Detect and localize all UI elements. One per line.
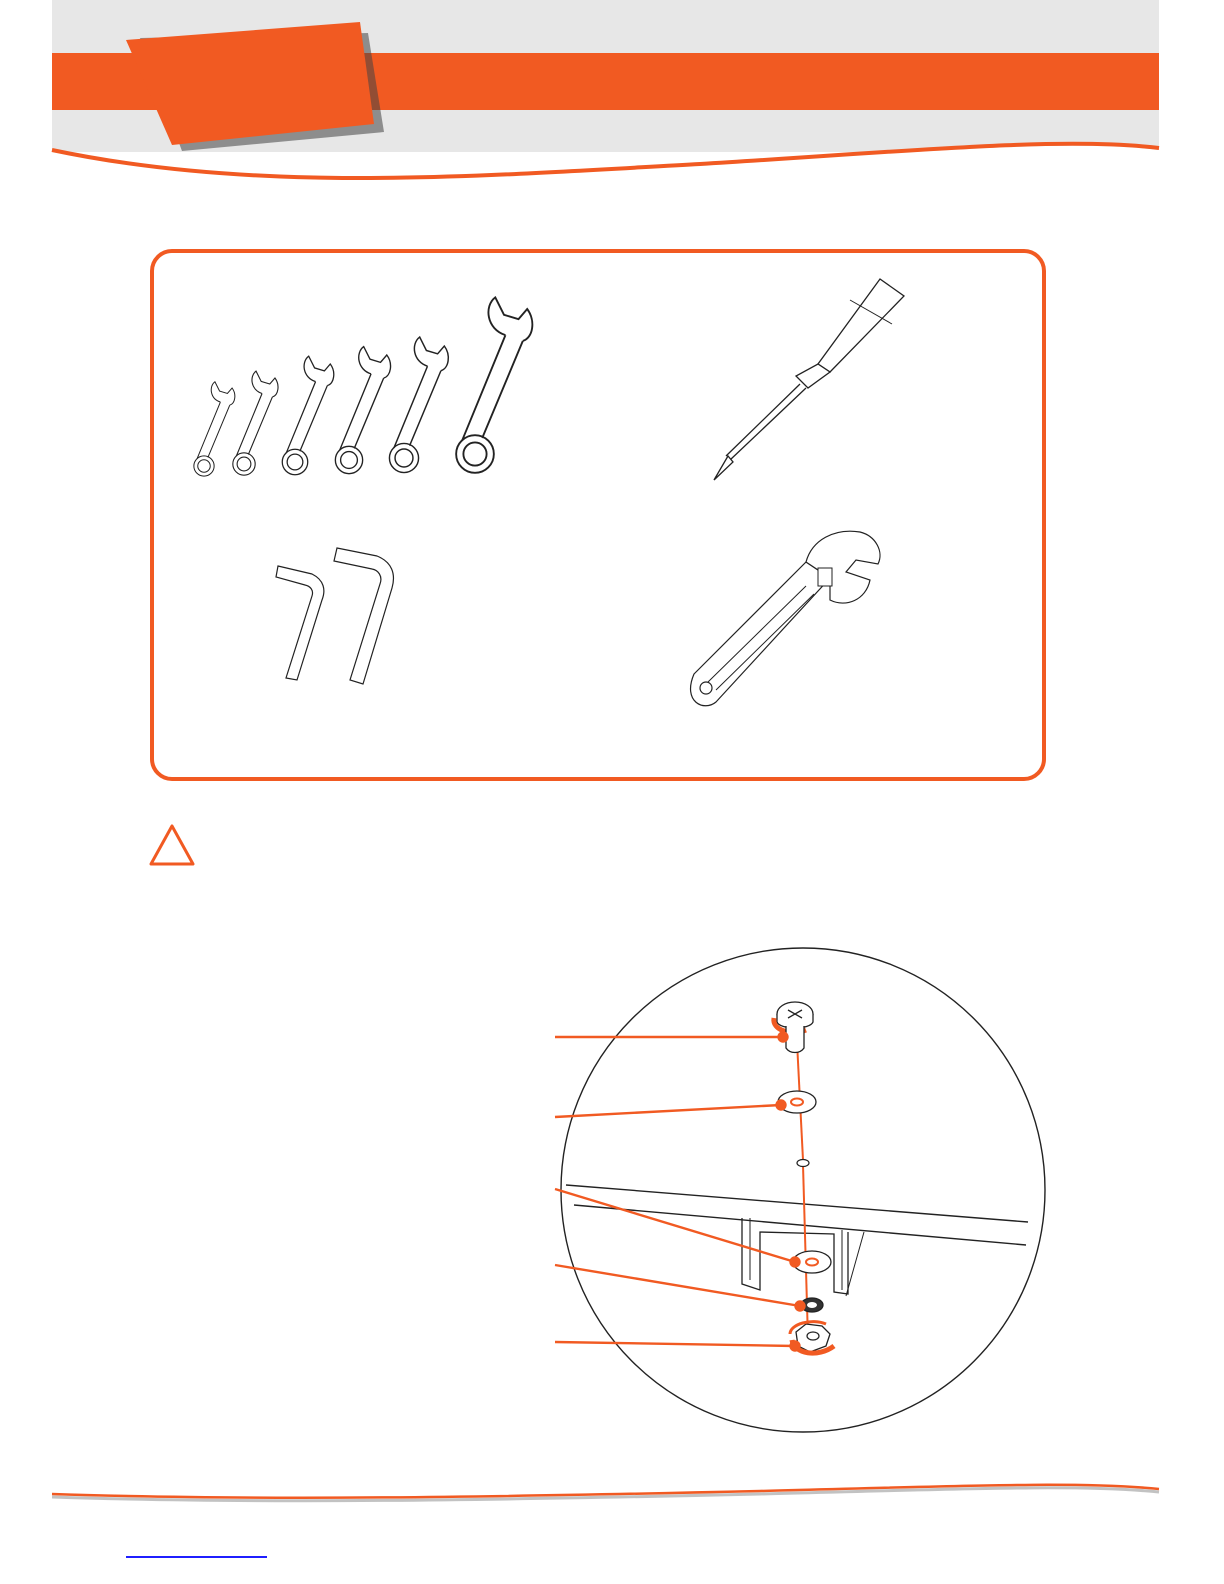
footer-link-underline[interactable] — [126, 1556, 267, 1558]
